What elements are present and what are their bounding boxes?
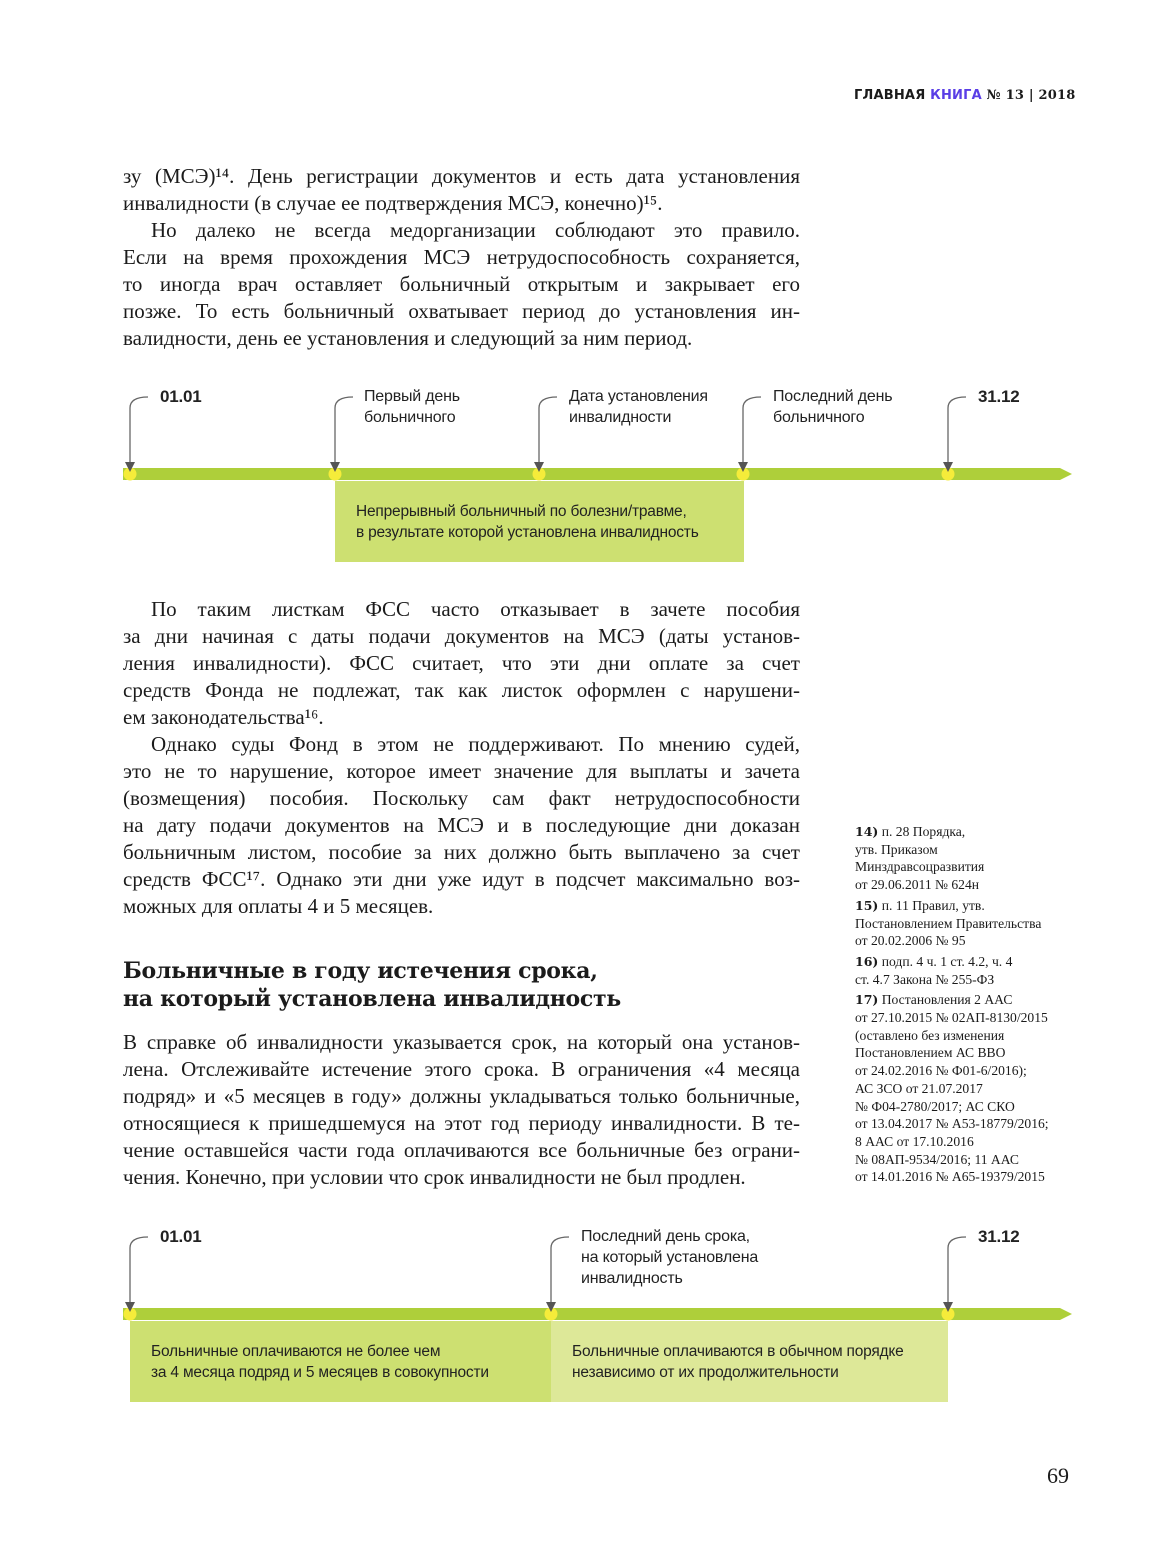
timeline-bar [123,1308,1072,1320]
text-line: подряд» и «5 месяцев в году» должны укладываться только больничные, [123,1084,800,1108]
text-line: за дни начиная с даты подачи документов на МСЭ (даты установ- [123,624,800,648]
footnote-15: 15) п. 11 Правил, утв. Постановлением Правительства от 20.02.2006 № 95 [855,897,1042,949]
pointer-arrow [743,397,761,462]
text-line: относящиеся к пришедшемуся на этот год периоду инвалидности. В те- [123,1111,800,1135]
text-line: чение оставшейся части года оплачиваются все больничные без ограни- [123,1138,800,1162]
arrowhead [125,462,135,472]
label-start-date: 01.01 [160,387,202,406]
label-line: больничного [364,409,456,426]
label-line: Дата установления [569,388,708,405]
text-line: больничным листом, пособие за них должно быть выплачено за счет [123,840,800,864]
box-line: в результате которой установлена инвалидность [356,523,699,541]
arrowhead [738,462,748,472]
text-line: (возмещения) пособия. Поскольку сам факт нетрудоспособности [123,786,800,810]
pointer-arrow [335,397,353,462]
arrowhead [546,1302,556,1312]
text-line: ления инвалидности). ФСС считает, что эти дни оплате за счет [123,651,800,675]
timeline-dot [124,468,137,481]
paragraph-1 [123,163,800,352]
label-line: Последний день [773,388,893,405]
text-line: В справке об инвалидности указывается срок, на который она установ- [123,1030,800,1054]
timeline-bar [123,468,1072,480]
footnote-17: 17) Постановления 2 ААС от 27.10.2015 № 02АП-8130/2015 (оставлено без изменения Постановлением АС ВВО от 24.02.2016 № Ф01-6/2016); АС ЗСО от 21.07.2017 № Ф04-2780/2017; АС СКО от 13.04.2017 № А53-18779/2016; 8 ААС от 17.10.2016 № 08АП-9534/2016; 11 ААС от 14.01.2016 № А65-19379/2015 [855,992,1049,1185]
text-line: Однако суды Фонд в этом не поддерживают. По мнению судей, [151,732,800,756]
timeline-dot [533,468,546,481]
paragraph-3 [123,596,800,920]
label-start-date: 01.01 [160,1227,202,1246]
timeline-dot [942,468,955,481]
label-line: Первый день [364,388,460,405]
text-line: позже. То есть больничный охватывает период до установления ин- [123,299,800,323]
label-line: инвалидности [569,409,672,426]
box-line: независимо от их продолжительности [572,1363,839,1381]
text-line: то иногда врач оставляет больничный открытым и закрывает его [123,272,800,296]
text-line: это не то нарушение, которое имеет значение для выплаты и зачета [123,759,800,783]
timeline-dot [737,468,750,481]
text-line: лена. Отслеживайте истечение этого срока. В ограничения «4 месяца [123,1057,800,1081]
box-line: Больничные оплачиваются не более чем [151,1342,441,1360]
label-end-date: 31.12 [978,387,1020,406]
footnote-16: 16) подп. 4 ч. 1 ст. 4.2, ч. 4 ст. 4.7 Закона № 255-ФЗ [855,953,1013,987]
box-line: Непрерывный больничный по болезни/травме, [356,502,687,520]
label-term-end [581,1226,758,1289]
text-line: средств Фонда не подлежат, так как листок оформлен с нарушени- [123,678,800,702]
text-line: Если на время прохождения МСЭ нетрудоспособность сохраняется, [123,245,800,269]
timeline-2-graphics [0,1200,1163,1330]
text-line: на дату подачи документов на МСЭ и в последующие дни доказан [123,813,800,837]
section-heading [123,957,621,1013]
brand-name-part2: КНИГА [930,88,982,103]
label-end-date: 31.12 [978,1227,1020,1246]
box-line: за 4 месяца подряд и 5 месяцев в совокупности [151,1363,489,1381]
timeline-dot [124,1308,137,1321]
regular-payment-box [551,1321,948,1402]
pointer-arrow [130,397,148,462]
pointer-arrow [130,1237,148,1302]
label-disability-date [569,386,708,428]
issue-number: № 13 | 2018 [986,88,1076,103]
pointer-arrow [948,1237,966,1302]
text-line: средств ФСС¹⁷. Однако эти дни уже идут в подсчет максимально воз- [123,867,800,891]
arrowhead [943,462,953,472]
label-line: больничного [773,409,865,426]
timeline-dot [545,1308,558,1321]
timeline-dot [329,468,342,481]
text-line: Но далеко не всегда медорганизации соблюдают это правило. [151,218,800,242]
footnotes [855,823,1080,1189]
text-line: можных для оплаты 4 и 5 месяцев. [123,894,434,918]
label-first-day [364,386,460,428]
text-line: чения. Конечно, при условии что срок инвалидности не был продлен. [123,1165,746,1189]
brand-name-part1: ГЛАВНАЯ [854,88,926,103]
paragraph-5 [123,1029,800,1191]
box-line: Больничные оплачиваются в обычном порядке [572,1342,904,1360]
label-line: на который установлена [581,1249,759,1266]
heading-line: на который установлена инвалидность [123,986,621,1012]
text-line: зу (МСЭ)¹⁴. День регистрации документов и есть дата установления [123,164,800,188]
pointer-arrow [539,397,557,462]
pointer-arrow [551,1237,569,1302]
label-line: Последний день срока, [581,1228,750,1245]
running-header [854,88,1076,103]
text-line: валидности, день ее установления и следующий за ним период. [123,326,693,350]
arrowhead [534,462,544,472]
continuous-sick-leave-box [335,481,744,562]
label-last-day [773,386,892,428]
timeline-dot [942,1308,955,1321]
label-line: инвалидность [581,1270,683,1287]
page-number: 69 [1047,1463,1069,1488]
pointer-arrow [948,397,966,462]
heading-line: Больничные в году истечения срока, [123,958,598,984]
text-line: По таким листкам ФСС часто отказывает в зачете пособия [151,597,800,621]
arrowhead [943,1302,953,1312]
limited-payment-box [130,1321,551,1402]
arrowhead [330,462,340,472]
arrowhead [125,1302,135,1312]
footnote-14: 14) п. 28 Порядка, утв. Приказом Минздравсоцразвития от 29.06.2011 № 624н [855,824,985,893]
text-line: ем законодательства¹⁶. [123,705,324,729]
text-line: инвалидности (в случае ее подтверждения МСЭ, конечно)¹⁵. [123,191,663,215]
